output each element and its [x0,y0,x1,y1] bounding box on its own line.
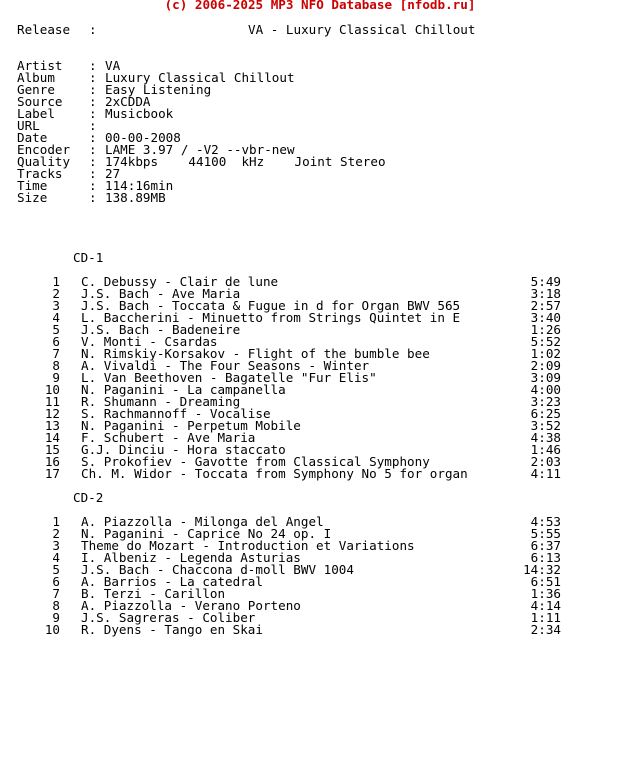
info-label-album: Album [17,70,55,85]
info-label-size: Size [17,190,48,205]
info-colon: : [89,70,97,85]
track-number: 9 [52,370,60,385]
info-colon: : [89,166,97,181]
info-value-tracks: 27 [105,166,121,181]
track-title: A. Piazzolla - Verano Porteno [81,598,301,613]
track-title: N. Rimskiy-Korsakov - Flight of the bumble bee [81,346,430,361]
track-duration: 4:53 [530,514,561,529]
site-banner: (c) 2006-2025 MP3 NFO Database [nfodb.ru] [164,0,476,12]
track-number: 11 [44,394,60,409]
track-duration: 5:52 [530,334,561,349]
track-duration: 6:37 [530,538,561,553]
track-number: 14 [44,430,60,445]
info-value-time: 114:16min [105,178,174,193]
track-title: A. Barrios - La catedral [81,574,263,589]
info-value-label: Musicbook [105,106,174,121]
info-colon: : [89,94,97,109]
track-number: 9 [52,610,60,625]
track-duration: 1:26 [530,322,561,337]
info-colon: : [89,106,97,121]
track-number: 6 [52,334,60,349]
info-value-source: 2xCDDA [105,94,151,109]
track-title: I. Albeniz - Legenda Asturias [81,550,301,565]
info-label-source: Source [17,94,63,109]
track-title: R. Dyens - Tango en Skai [81,622,263,637]
info-value-date: 00-00-2008 [105,130,181,145]
track-title: G.J. Dinciu - Hora staccato [81,442,286,457]
info-colon: : [89,58,97,73]
track-title: V. Monti - Csardas [81,334,218,349]
info-label-time: Time [17,178,48,193]
track-title: S. Prokofiev - Gavotte from Classical Symphony [81,454,430,469]
track-duration: 4:38 [530,430,561,445]
cd1-heading: CD-1 [73,250,104,265]
track-number: 1 [52,514,60,529]
release-label: Release [17,22,71,37]
track-duration: 2:34 [530,622,561,637]
track-title: N. Paganini - La campanella [81,382,286,397]
track-number: 13 [44,418,60,433]
info-value-album: Luxury Classical Chillout [105,70,295,85]
track-duration: 4:11 [530,466,561,481]
track-duration: 1:36 [530,586,561,601]
track-duration: 3:23 [530,394,561,409]
track-title: Ch. M. Widor - Toccata from Symphony No 5 for organ [81,466,468,481]
info-label-encoder: Encoder [17,142,71,157]
info-label-tracks: Tracks [17,166,63,181]
track-title: F. Schubert - Ave Maria [81,430,256,445]
track-number: 4 [52,550,60,565]
track-duration: 3:40 [530,310,561,325]
track-duration: 6:51 [530,574,561,589]
track-title: N. Paganini - Perpetum Mobile [81,418,301,433]
info-label-date: Date [17,130,48,145]
info-colon: : [89,118,97,133]
info-colon: : [89,142,97,157]
track-duration: 1:11 [530,610,561,625]
track-duration: 3:18 [530,286,561,301]
release-colon: : [89,22,97,37]
track-number: 4 [52,310,60,325]
info-label-quality: Quality [17,154,71,169]
track-duration: 5:49 [530,274,561,289]
info-value-size: 138.89MB [105,190,166,205]
track-duration: 1:46 [530,442,561,457]
track-number: 12 [44,406,60,421]
track-duration: 1:02 [530,346,561,361]
track-number: 16 [44,454,60,469]
info-label-artist: Artist [17,58,63,73]
track-title: A. Piazzolla - Milonga del Angel [81,514,324,529]
info-value-encoder: LAME 3.97 / -V2 --vbr-new [105,142,295,157]
track-title: J.S. Bach - Toccata & Fugue in d for Organ BWV 565 [81,298,461,313]
track-number: 7 [52,586,60,601]
track-duration: 5:55 [530,526,561,541]
info-colon: : [89,82,97,97]
info-label-label: Label [17,106,55,121]
info-value-quality: 174kbps 44100 kHz Joint Stereo [105,154,386,169]
track-title: L. Baccherini - Minuetto from Strings Quintet in E [81,310,461,325]
track-number: 2 [52,526,60,541]
track-duration: 2:09 [530,358,561,373]
track-number: 6 [52,574,60,589]
track-duration: 4:14 [530,598,561,613]
track-title: J.S. Bach - Ave Maria [81,286,241,301]
track-duration: 2:57 [530,298,561,313]
track-duration: 14:32 [523,562,561,577]
track-duration: 3:09 [530,370,561,385]
info-label-genre: Genre [17,82,55,97]
info-colon: : [89,154,97,169]
track-title: J.S. Bach - Badeneire [81,322,241,337]
track-title: B. Terzi - Carillon [81,586,226,601]
track-title: L. Van Beethoven - Bagatelle "Fur Elis" [81,370,377,385]
track-title: A. Vivaldi - The Four Seasons - Winter [81,358,370,373]
info-label-url: URL [17,118,40,133]
track-number: 10 [44,382,60,397]
track-duration: 2:03 [530,454,561,469]
track-number: 8 [52,598,60,613]
track-duration: 6:13 [530,550,561,565]
track-title: C. Debussy - Clair de lune [81,274,279,289]
info-colon: : [89,178,97,193]
cd2-heading: CD-2 [73,490,104,505]
track-duration: 3:52 [530,418,561,433]
release-title: VA - Luxury Classical Chillout [248,22,476,37]
info-colon: : [89,190,97,205]
track-title: J.S. Bach - Chaccona d-moll BWV 1004 [81,562,354,577]
info-value-genre: Easy Listening [105,82,212,97]
track-number: 3 [52,298,60,313]
track-number: 5 [52,322,60,337]
info-colon: : [89,130,97,145]
info-value-artist: VA [105,58,121,73]
track-duration: 6:25 [530,406,561,421]
track-number: 2 [52,286,60,301]
track-title: N. Paganini - Caprice No 24 op. I [81,526,332,541]
track-duration: 4:00 [530,382,561,397]
track-number: 8 [52,358,60,373]
track-number: 7 [52,346,60,361]
track-number: 10 [44,622,60,637]
track-number: 3 [52,538,60,553]
track-title: R. Shumann - Dreaming [81,394,241,409]
track-title: Theme do Mozart - Introduction et Variations [81,538,415,553]
track-number: 17 [44,466,60,481]
track-number: 15 [44,442,60,457]
track-number: 1 [52,274,60,289]
track-number: 5 [52,562,60,577]
track-title: S. Rachmannoff - Vocalise [81,406,271,421]
track-title: J.S. Sagreras - Coliber [81,610,256,625]
